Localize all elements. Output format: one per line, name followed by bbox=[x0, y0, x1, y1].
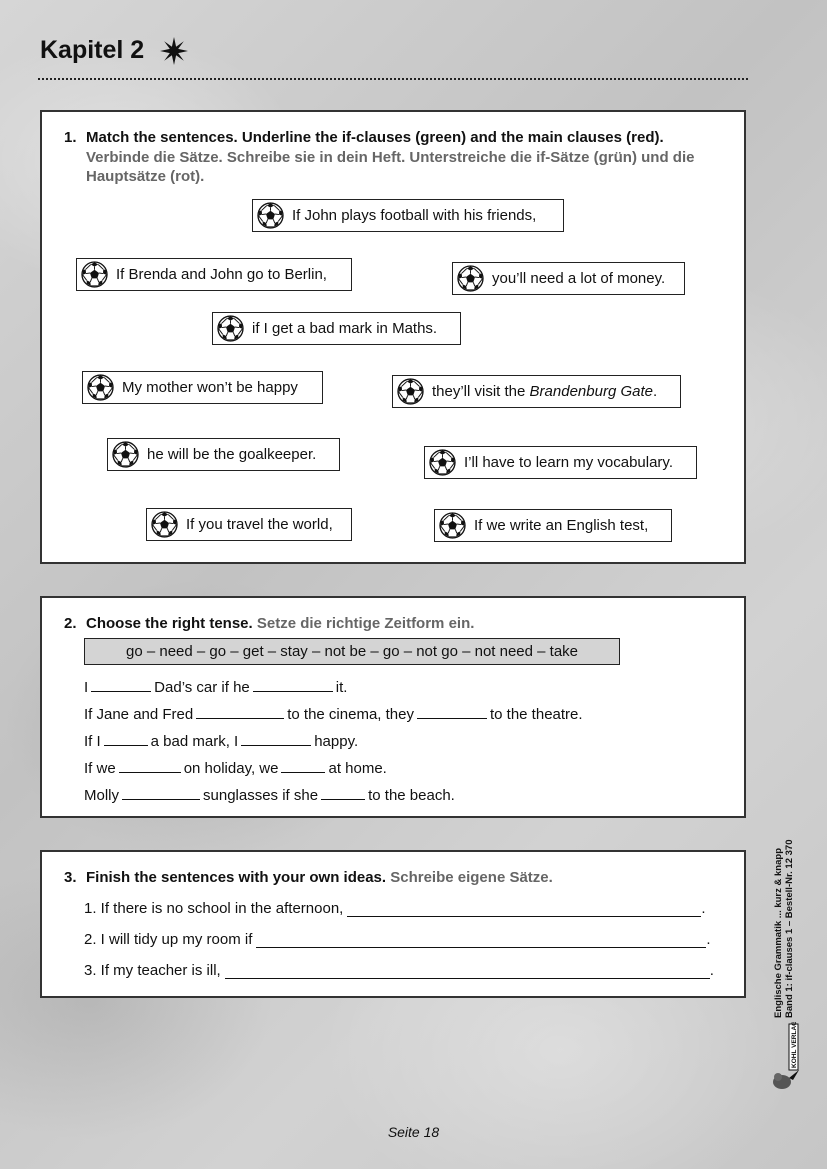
sentence-start: 3. If my teacher is ill, bbox=[84, 962, 221, 979]
sentence-part: happy. bbox=[314, 733, 359, 750]
exercise-number: 1. bbox=[64, 129, 77, 146]
sentence-part: on holiday, we bbox=[183, 760, 279, 777]
sentence-part: If I bbox=[84, 733, 101, 750]
instruction-german: Schreibe eigene Sätze. bbox=[390, 869, 553, 886]
exercise-1-box bbox=[40, 110, 746, 564]
page-title bbox=[40, 36, 188, 65]
sentence-card[interactable] bbox=[424, 446, 697, 479]
card-text: I’ll have to learn my vocabulary. bbox=[464, 454, 673, 471]
chapter-title: Kapitel 2 bbox=[40, 36, 145, 64]
sentence-part: to the theatre. bbox=[489, 706, 583, 723]
sentence-card[interactable] bbox=[146, 508, 352, 541]
sentence-part: to the cinema, they bbox=[287, 706, 414, 723]
exercise-2-box bbox=[40, 596, 746, 818]
sentence-card[interactable] bbox=[82, 371, 323, 404]
instruction-english: Choose the right tense. bbox=[86, 615, 253, 632]
end-mark: . bbox=[709, 962, 714, 979]
soccer-ball-icon bbox=[439, 512, 466, 539]
sentence-card[interactable] bbox=[252, 199, 564, 232]
sentence-part: to the beach. bbox=[368, 787, 455, 804]
sentence-start: 1. If there is no school in the afternoon, bbox=[84, 900, 344, 917]
instruction-english: Finish the sentences with your own ideas. bbox=[86, 869, 387, 886]
sentence-card[interactable] bbox=[434, 509, 672, 542]
answer-blank[interactable] bbox=[253, 677, 333, 692]
answer-blank[interactable] bbox=[104, 731, 148, 746]
sentence-card[interactable] bbox=[392, 375, 681, 408]
answer-blank[interactable] bbox=[119, 758, 181, 773]
exercise-3-box bbox=[40, 850, 746, 998]
soccer-ball-icon bbox=[81, 261, 108, 288]
finish-sentence-row bbox=[84, 900, 706, 917]
word-bank: go – need – go – get – stay – not be – go – not go – not need – take bbox=[84, 638, 620, 665]
answer-blank[interactable] bbox=[241, 731, 311, 746]
sentence-part: If Jane and Fred bbox=[84, 706, 194, 723]
sentence-part: If we bbox=[84, 760, 116, 777]
answer-blank[interactable] bbox=[196, 704, 284, 719]
instruction-german: Setze die richtige Zeitform ein. bbox=[256, 615, 475, 632]
series-title: Englische Grammatik ... kurz & knapp bbox=[773, 848, 784, 1018]
exercise-1-instructions bbox=[64, 128, 714, 187]
soccer-ball-icon bbox=[151, 511, 178, 538]
card-text: he will be the goalkeeper. bbox=[147, 446, 317, 463]
exercise-3-instructions bbox=[64, 868, 714, 888]
card-text: you’ll need a lot of money. bbox=[492, 270, 666, 287]
gap-sentence bbox=[84, 677, 347, 696]
soccer-ball-icon bbox=[429, 449, 456, 476]
sentence-part: at home. bbox=[328, 760, 387, 777]
sentence-part: sunglasses if she bbox=[203, 787, 319, 804]
finish-sentence-row bbox=[84, 931, 711, 948]
page-number: Seite 18 bbox=[387, 1124, 440, 1140]
answer-blank[interactable] bbox=[91, 677, 151, 692]
sentence-card[interactable] bbox=[76, 258, 352, 291]
card-text bbox=[432, 383, 657, 400]
answer-blank[interactable] bbox=[281, 758, 325, 773]
answer-line[interactable] bbox=[225, 966, 710, 979]
instruction-english: Match the sentences. Underline the if-clauses (green) and the main clauses (red). bbox=[86, 129, 664, 146]
sentence-card[interactable] bbox=[107, 438, 340, 471]
publisher-info bbox=[773, 840, 795, 1018]
soccer-ball-icon bbox=[397, 378, 424, 405]
answer-blank[interactable] bbox=[122, 785, 200, 800]
card-text: If we write an English test, bbox=[474, 517, 649, 534]
exercise-number: 2. bbox=[64, 615, 77, 632]
answer-line[interactable] bbox=[347, 904, 701, 917]
gap-sentence bbox=[84, 704, 583, 723]
card-text-italic: Brandenburg Gate bbox=[529, 383, 653, 400]
sentence-card[interactable] bbox=[452, 262, 685, 295]
sentence-part: a bad mark, I bbox=[150, 733, 239, 750]
soccer-ball-icon bbox=[257, 202, 284, 229]
sentence-card[interactable] bbox=[212, 312, 461, 345]
answer-blank[interactable] bbox=[321, 785, 365, 800]
soccer-ball-icon bbox=[457, 265, 484, 292]
publisher-logo-icon bbox=[771, 1022, 803, 1092]
soccer-ball-icon bbox=[112, 441, 139, 468]
soccer-ball-icon bbox=[87, 374, 114, 401]
gap-sentence bbox=[84, 731, 358, 750]
finish-sentence-row bbox=[84, 962, 714, 979]
card-text: If John plays football with his friends, bbox=[292, 207, 537, 224]
answer-blank[interactable] bbox=[417, 704, 487, 719]
sentence-part: I bbox=[84, 679, 89, 696]
gap-sentence bbox=[84, 758, 387, 777]
gap-sentence bbox=[84, 785, 455, 804]
card-text: If you travel the world, bbox=[186, 516, 333, 533]
exercise-2-instructions bbox=[64, 614, 714, 634]
publisher-logo bbox=[771, 1022, 803, 1092]
soccer-ball-icon bbox=[217, 315, 244, 342]
publisher-name: KOHL VERLAG bbox=[791, 1022, 798, 1068]
sentence-part: Molly bbox=[84, 787, 120, 804]
card-text: if I get a bad mark in Maths. bbox=[252, 320, 438, 337]
title-divider bbox=[38, 78, 748, 80]
card-text-start: they’ll visit the bbox=[432, 383, 526, 400]
card-text-end: . bbox=[652, 383, 658, 400]
card-text: If Brenda and John go to Berlin, bbox=[116, 266, 327, 283]
sentence-part: it. bbox=[335, 679, 348, 696]
instruction-german: Verbinde die Sätze. Schreibe sie in dein Heft. Unterstreiche die if-Sätze (grün) und die Hauptsätze (rot). bbox=[86, 148, 695, 185]
star-icon bbox=[160, 37, 188, 65]
volume-info: Band 1: if-clauses 1 – Bestell-Nr. 12 370 bbox=[784, 839, 795, 1018]
sentence-part: Dad’s car if he bbox=[154, 679, 250, 696]
sentence-start: 2. I will tidy up my room if bbox=[84, 931, 253, 948]
answer-line[interactable] bbox=[256, 935, 706, 948]
end-mark: . bbox=[706, 931, 711, 948]
card-text: My mother won’t be happy bbox=[122, 379, 298, 396]
exercise-number: 3. bbox=[64, 869, 77, 886]
end-mark: . bbox=[701, 900, 706, 917]
